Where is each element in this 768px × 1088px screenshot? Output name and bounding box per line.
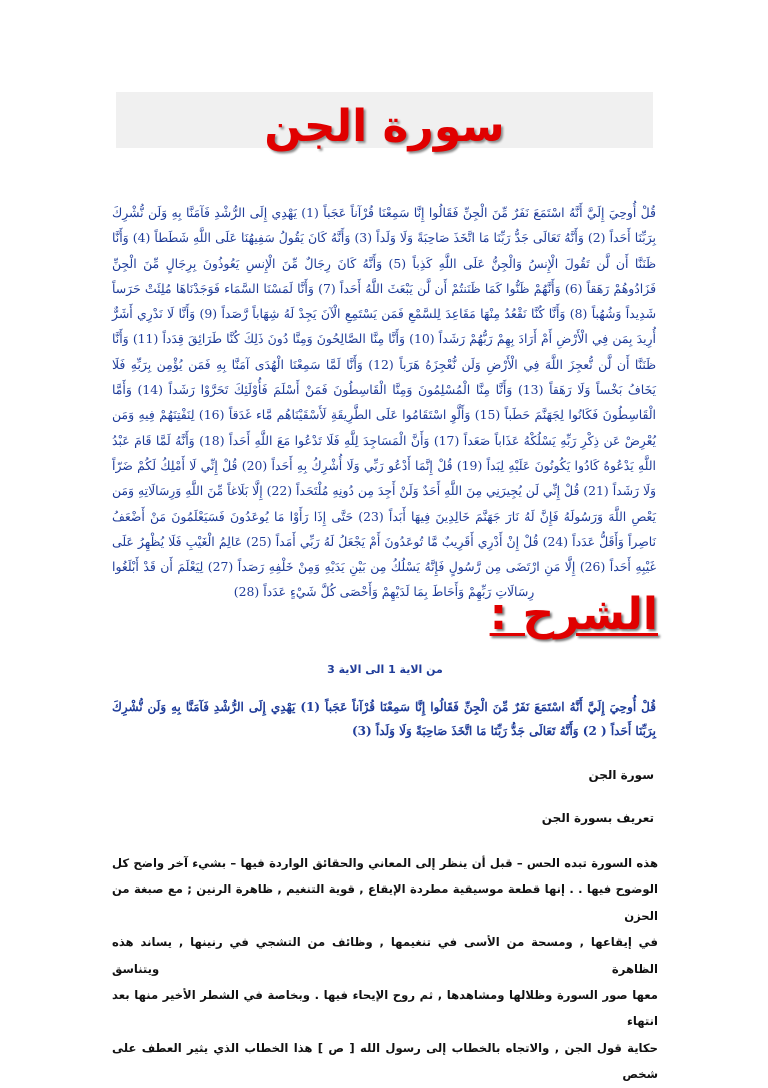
intro-heading: تعريف بسورة الجن (541, 811, 654, 825)
body-line: معها صور السورة وظلالها ومشاهدها , ثم روح الإيحاء فيها . وبخاصة في الشطر الأخير منها بعد انتهاء (112, 988, 658, 1029)
body-line: في إيقاعها , ومسحة من الأسى في تنغيمها , وظائف من التشجي في رنينها , يساند هذه الظاهرة ويتناسق (112, 935, 658, 976)
verses-quote: قُلْ أُوحِيَ إِلَيَّ أَنَّهُ اسْتَمَعَ نَفَرٌ مِّنَ الْجِنِّ فَقَالُوا إِنَّا سَمِعْنَا قُرْآناً عَجَباً (1) يَهْدِي إِلَى الرُّشْدِ فَآمَنَّا بِهِ وَلَن نُّشْرِكَ بِرَبِّنَا أَحَداً ( 2) وَأَنَّهُ تَعَالَى جَدُّ رَبِّنَا مَا اتَّخَذَ صَاحِبَةً وَلَا وَلَداً (3) (112, 700, 656, 738)
page-title: سورة الجن (264, 101, 505, 152)
sharh-heading: الشرح : (489, 589, 658, 640)
section-heading: سورة الجن (588, 768, 654, 782)
body-line: حكاية قول الجن , والاتجاه بالخطاب إلى رسول الله [ ص ] هذا الخطاب الذي يثير العطف على شخص (112, 1040, 658, 1082)
body-line: الوضوح فيها . . إنها قطعة موسيقية مطردة الإيقاع , قوية التنغيم , ظاهرة الرنين ; مع صبغة من الحزن (112, 882, 658, 923)
surah-text: قُلْ أُوحِيَ إِلَيَّ أَنَّهُ اسْتَمَعَ نَفَرٌ مِّنَ الْجِنِّ فَقَالُوا إِنَّا سَمِعْنَا قُرْآناً عَجَباً (1) يَهْدِي إِلَى الرُّشْدِ فَآمَنَّا بِهِ وَلَن نُّشْرِكَ بِرَبِّنَا أَحَداً (2) وَأَنَّهُ تَعَالَى جَدُّ رَبِّنَا مَا اتَّخَذَ صَاحِبَةً وَلَا وَلَداً (3) وَأَنَّهُ كَانَ يَقُولُ سَفِيهُنَا عَلَى اللَّهِ شَطَطاً (4) وَأَنَّا ظَنَنَّا أَن لَّن تَقُولَ الْإِنسُ وَالْجِنُّ عَلَى اللَّهِ كَذِباً (5) وَأَنَّهُ كَانَ رِجَالٌ مِّنَ الْإِنسِ يَعُوذُونَ بِرِجَالٍ مِّنَ الْجِنِّ فَزَادُوهُمْ رَهَقاً (6) وَأَنَّهُمْ ظَنُّوا كَمَا ظَنَنتُمْ أَن لَّن يَبْعَثَ اللَّهُ أَحَداً (7) وَأَنَّا لَمَسْنَا السَّمَاء فَوَجَدْنَاهَا مُلِئَتْ حَرَساً شَدِيداً وَشُهُباً (8) وَأَنَّا كُنَّا نَقْعُدُ مِنْهَا مَقَاعِدَ لِلسَّمْعِ فَمَن يَسْتَمِعِ الْآنَ يَجِدْ لَهُ شِهَاباً رَّصَداً (9) وَأَنَّا لَا نَدْرِي أَشَرٌّ أُرِيدَ بِمَن فِي الْأَرْضِ أَمْ أَرَادَ بِهِمْ رَبُّهُمْ رَشَداً (10) وَأَنَّا مِنَّا الصَّالِحُونَ وَمِنَّا دُونَ ذَلِكَ كُنَّا طَرَائِقَ قِدَداً (11) وَأَنَّا ظَنَنَّا أَن لَّن نُّعجِزَ اللَّهَ فِي الْأَرْضِ وَلَن نُّعْجِزَهُ هَرَباً (12) وَأَنَّا لَمَّا سَمِعْنَا الْهُدَى آمَنَّا بِهِ فَمَن يُؤْمِن بِرَبِّهِ فَلَا يَخَافُ بَخْساً وَلَا رَهَقاً (13) وَأَنَّا مِنَّا الْمُسْلِمُونَ وَمِنَّا الْقَاسِطُونَ فَمَنْ أَسْلَمَ فَأُوْلَئِكَ تَحَرَّوْا رَشَداً (14) وَأَمَّا الْقَاسِطُونَ فَكَانُوا لِجَهَنَّمَ حَطَباً (15) وَأَلَّوِ اسْتَقَامُوا عَلَى الطَّرِيقَةِ لَأَسْقَيْنَاهُم مَّاء غَدَقاً (16) لِنَفْتِنَهُمْ فِيهِ وَمَن يُعْرِضْ عَن ذِكْرِ رَبِّهِ يَسْلُكْهُ عَذَاباً صَعَداً (17) وَأَنَّ الْمَسَاجِدَ لِلَّهِ فَلَا تَدْعُوا مَعَ اللَّهِ أَحَداً (18) وَأَنَّهُ لَمَّا قَامَ عَبْدُ اللَّهِ يَدْعُوهُ كَادُوا يَكُونُونَ عَلَيْهِ لِبَداً (19) قُلْ إِنَّمَا أَدْعُو رَبِّي وَلَا أُشْرِكُ بِهِ أَحَداً (20) قُلْ إِنِّي لَا أَمْلِكُ لَكُمْ ضَرّاً وَلَا رَشَداً (21) قُلْ إِنِّي لَن يُجِيرَنِي مِنَ اللَّهِ أَحَدٌ وَلَنْ أَجِدَ مِن دُونِهِ مُلْتَحَداً (22) إِلَّا بَلَاغاً مِّنَ اللَّهِ وَرِسَالَاتِهِ وَمَن يَعْصِ اللَّهَ وَرَسُولَهُ فَإِنَّ لَهُ نَارَ جَهَنَّمَ خَالِدِينَ فِيهَا أَبَداً (23) حَتَّى إِذَا رَأَوْا مَا يُوعَدُونَ فَسَيَعْلَمُونَ مَنْ أَضْعَفُ نَاصِراً وَأَقَلُّ عَدَداً (24) قُلْ إِنْ أَدْرِي أَقَرِيبٌ مَّا تُوعَدُونَ أَمْ يَجْعَلُ لَهُ رَبِّي أَمَداً (25) عَالِمُ الْغَيْبِ فَلَا يُظْهِرُ عَلَى غَيْبِهِ أَحَداً (26) إِلَّا مَنِ ارْتَضَى مِن رَّسُولٍ فَإِنَّهُ يَسْلُكُ مِن بَيْنِ يَدَيْهِ وَمِنْ خَلْفِهِ رَصَداً (27) لِيَعْلَمَ أَن قَدْ أَبْلَغُوا رِسَالَاتِ رَبِّهِمْ وَأَحَاطَ بِمَا لَدَيْهِمْ وَأَحْصَى كُلَّ شَيْءٍ عَدَداً (28) (111, 205, 656, 600)
verse-range: من الاية 1 الى الاية 3 (327, 663, 443, 676)
body-line: هذه السورة تبده الحس – قبل أن ينظر إلى المعاني والحقائق الواردة فيها – بشيء آخر واضح كل (112, 856, 658, 870)
body-paragraph (112, 850, 658, 1088)
